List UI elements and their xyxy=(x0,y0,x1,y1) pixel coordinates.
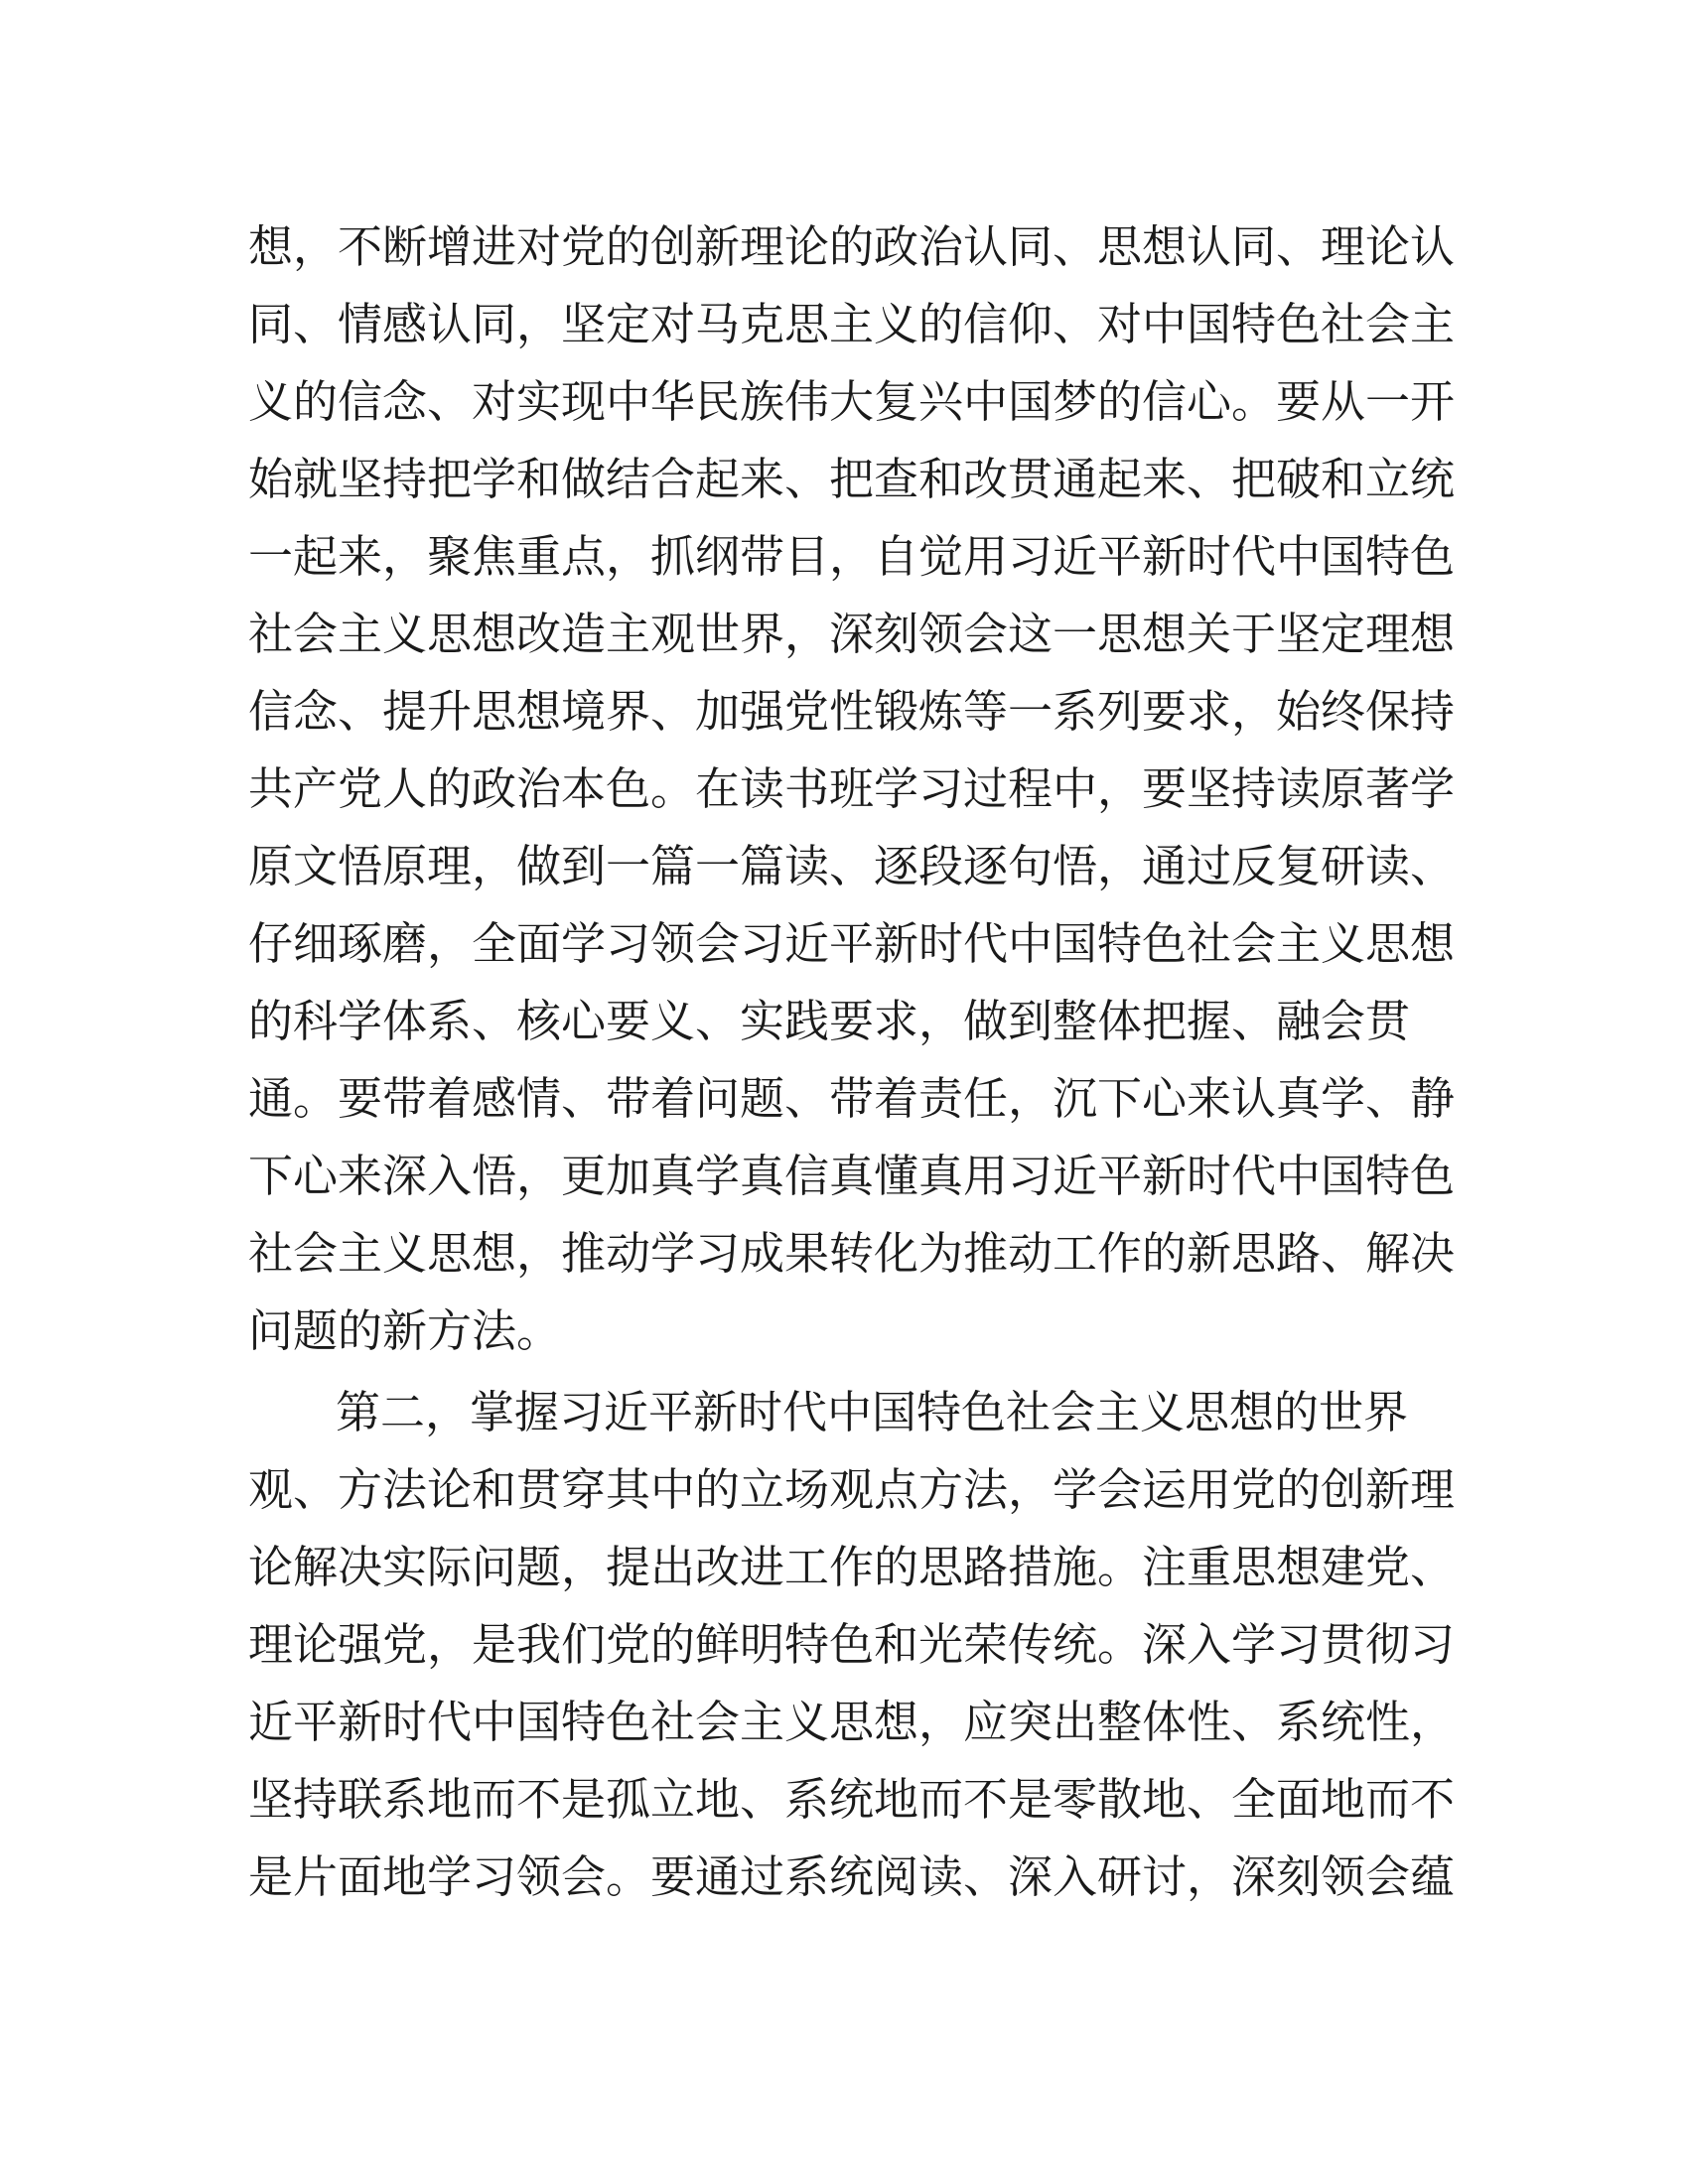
paragraph-line: 始就坚持把学和做结合起来、把查和改贯通起来、把破和立统 xyxy=(248,453,1456,505)
paragraph-line: 理论强党，是我们党的鲜明特色和光荣传统。深入学习贯彻习 xyxy=(248,1618,1456,1671)
paragraph-line: 社会主义思想，推动学习成果转化为推动工作的新思路、解决 xyxy=(248,1227,1456,1280)
paragraph-line: 论解决实际问题，提出改进工作的思路措施。注重思想建党、 xyxy=(248,1541,1456,1593)
paragraph-line: 近平新时代中国特色社会主义思想，应突出整体性、系统性， xyxy=(248,1696,1456,1748)
paragraph-line: 社会主义思想改造主观世界，深刻领会这一思想关于坚定理想 xyxy=(248,608,1456,660)
paragraph-line: 仔细琢磨，全面学习领会习近平新时代中国特色社会主义思想 xyxy=(248,917,1456,970)
paragraph-2 xyxy=(248,1374,1456,1916)
paragraph-line: 原文悟原理，做到一篇一篇读、逐段逐句悟，通过反复研读、 xyxy=(248,840,1456,892)
paragraph-line: 问题的新方法。 xyxy=(248,1304,562,1357)
paragraph-line: 通。要带着感情、带着问题、带着责任，沉下心来认真学、静 xyxy=(248,1072,1456,1125)
paragraph-line: 坚持联系地而不是孤立地、系统地而不是零散地、全面地而不 xyxy=(248,1773,1456,1826)
paragraph-line: 信念、提升思想境界、加强党性锻炼等一系列要求，始终保持 xyxy=(248,685,1456,738)
paragraph-line: 观、方法论和贯穿其中的立场观点方法，学会运用党的创新理 xyxy=(248,1463,1456,1516)
paragraph-line: 下心来深入悟，更加真学真信真懂真用习近平新时代中国特色 xyxy=(248,1150,1456,1202)
paragraph-line-indented: 第二，掌握习近平新时代中国特色社会主义思想的世界 xyxy=(336,1386,1409,1438)
paragraph-line: 同、情感认同，坚定对马克思主义的信仰、对中国特色社会主 xyxy=(248,298,1456,350)
paragraph-line: 的科学体系、核心要义、实践要求，做到整体把握、融会贯 xyxy=(248,995,1411,1047)
paragraph-line: 义的信念、对实现中华民族伟大复兴中国梦的信心。要从一开 xyxy=(248,375,1456,428)
paragraph-line: 想，不断增进对党的创新理论的政治认同、思想认同、理论认 xyxy=(248,220,1456,273)
paragraph-line: 共产党人的政治本色。在读书班学习过程中，要坚持读原著学 xyxy=(248,762,1456,815)
paragraph-line: 是片面地学习领会。要通过系统阅读、深入研讨，深刻领会蕴 xyxy=(248,1850,1456,1903)
paragraph-1 xyxy=(248,208,1456,1370)
paragraph-line: 一起来，聚焦重点，抓纲带目，自觉用习近平新时代中国特色 xyxy=(248,530,1456,583)
